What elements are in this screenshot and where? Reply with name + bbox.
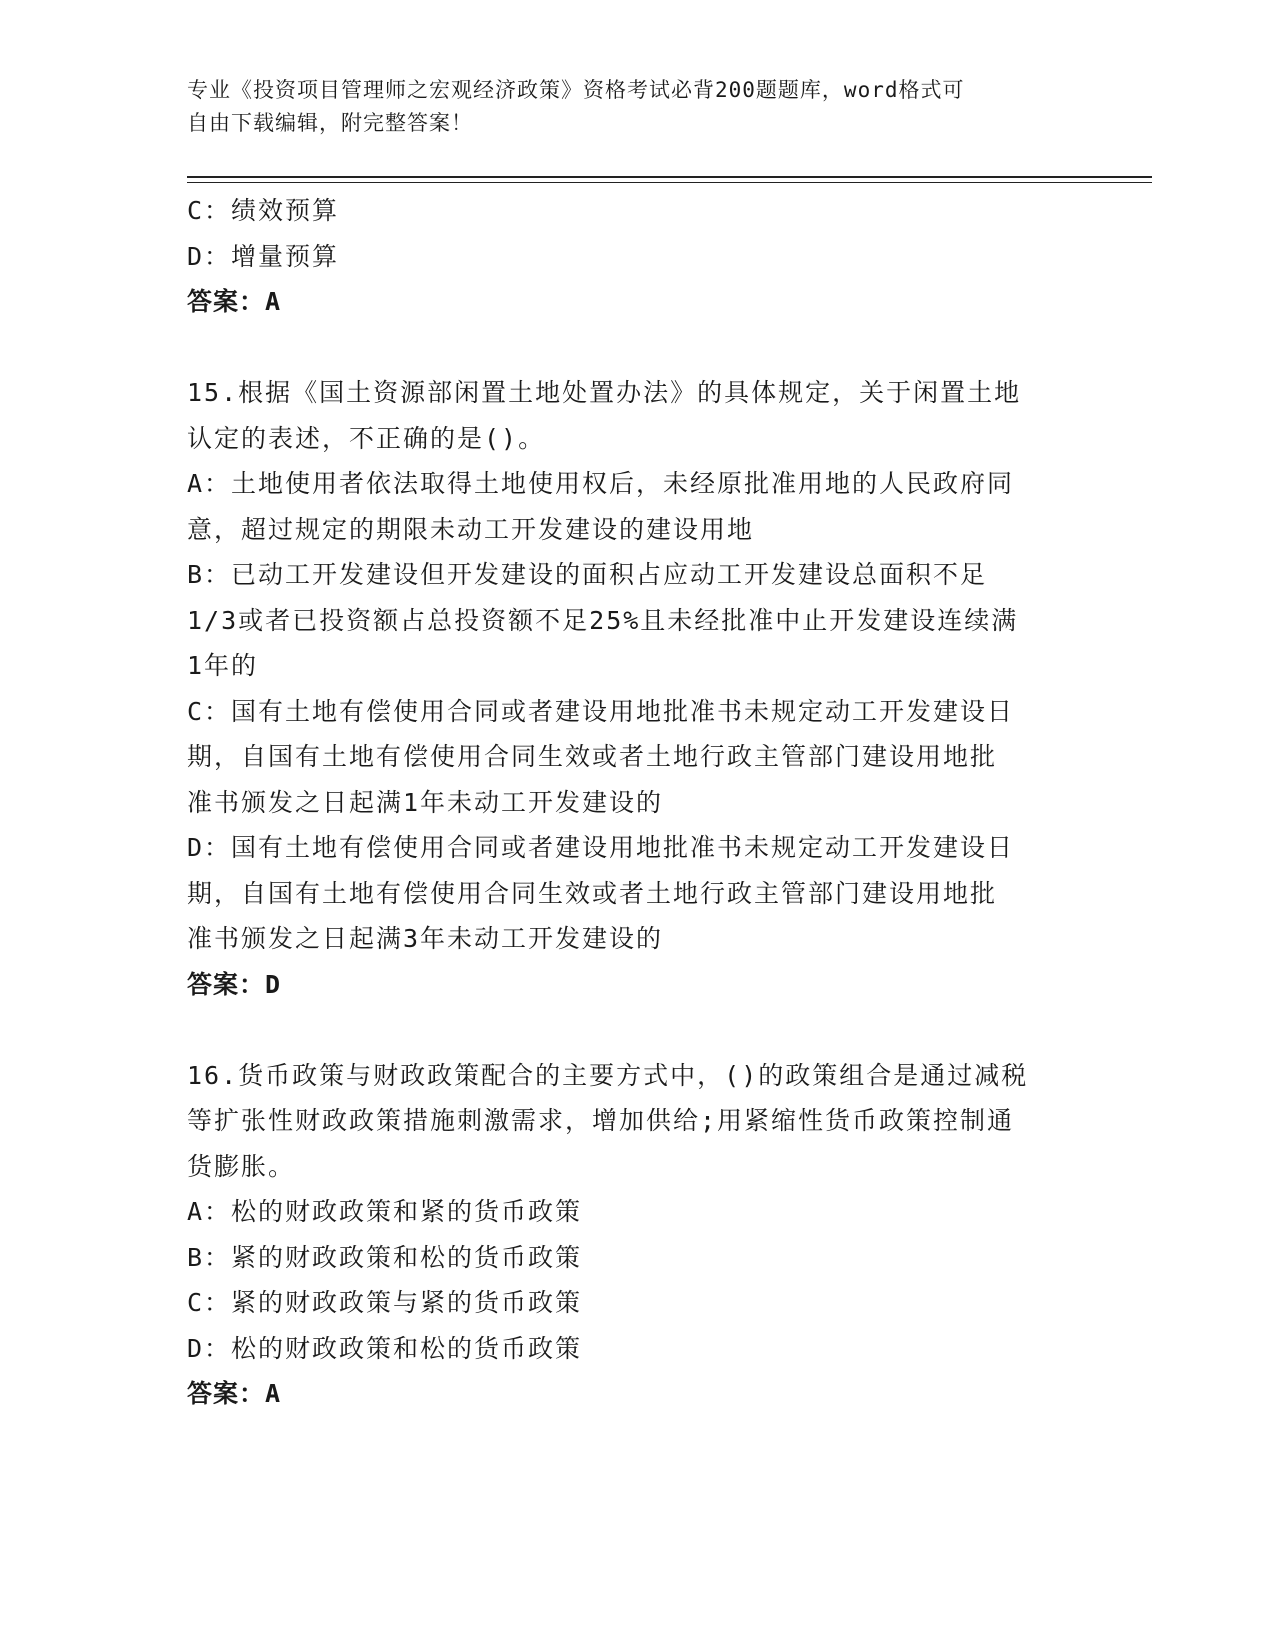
option-c-line: 准书颁发之日起满1年未动工开发建设的 <box>187 787 664 817</box>
previous-question-tail <box>187 188 1087 325</box>
option-b-line: 1/3或者已投资额占总投资额不足25%且未经批准中止开发建设连续满 <box>187 605 1019 635</box>
answer-line: 答案：A <box>187 287 282 316</box>
question-stem-line: 等扩张性财政政策措施刺激需求，增加供给;用紧缩性货币政策控制通 <box>187 1106 1015 1135</box>
question-stem-line: 16.货币政策与财政政策配合的主要方式中，()的政策组合是通过减税 <box>187 1060 1029 1090</box>
header-divider-thin <box>187 182 1152 183</box>
spacer <box>187 1007 1087 1053</box>
option-a: A：松的财政政策和紧的货币政策 <box>187 1197 583 1226</box>
option-d-line: 准书颁发之日起满3年未动工开发建设的 <box>187 924 664 953</box>
option-d: D：松的财政政策和松的货币政策 <box>187 1333 583 1363</box>
option-c: C：绩效预算 <box>187 196 340 225</box>
option-a-line: A：土地使用者依法取得土地使用权后，未经原批准用地的人民政府同 <box>187 469 1015 498</box>
document-header <box>187 74 1067 140</box>
option-b-line: B：已动工开发建设但开发建设的面积占应动工开发建设总面积不足 <box>187 560 988 589</box>
spacer <box>187 325 1087 371</box>
option-c-line: 期，自国有土地有偿使用合同生效或者土地行政主管部门建设用地批 <box>187 742 998 771</box>
question-16 <box>187 1053 1087 1417</box>
header-divider-thick <box>187 176 1152 178</box>
option-c-line: C：国有土地有偿使用合同或者建设用地批准书未规定动工开发建设日 <box>187 696 1015 726</box>
option-b-line: 1年的 <box>187 651 259 680</box>
question-stem-line: 认定的表述，不正确的是()。 <box>187 423 546 453</box>
question-stem-line: 15.根据《国土资源部闲置土地处置办法》的具体规定，关于闲置土地 <box>187 378 1022 407</box>
header-line-1: 专业《投资项目管理师之宏观经济政策》资格考试必背200题题库，word格式可 <box>187 78 965 102</box>
option-d-line: D：国有土地有偿使用合同或者建设用地批准书未规定动工开发建设日 <box>187 833 1015 862</box>
question-stem-line: 货膨胀。 <box>187 1151 296 1181</box>
option-c: C：紧的财政政策与紧的货币政策 <box>187 1288 583 1317</box>
answer-line: 答案：D <box>187 969 282 999</box>
question-content <box>187 188 1087 1417</box>
answer-line: 答案：A <box>187 1379 282 1408</box>
option-d-line: 期，自国有土地有偿使用合同生效或者土地行政主管部门建设用地批 <box>187 878 998 908</box>
option-d: D：增量预算 <box>187 241 340 271</box>
question-15 <box>187 370 1087 1007</box>
option-b: B：紧的财政政策和松的货币政策 <box>187 1242 583 1272</box>
option-a-line: 意，超过规定的期限未动工开发建设的建设用地 <box>187 514 755 544</box>
header-line-2: 自由下载编辑，附完整答案！ <box>187 111 473 135</box>
